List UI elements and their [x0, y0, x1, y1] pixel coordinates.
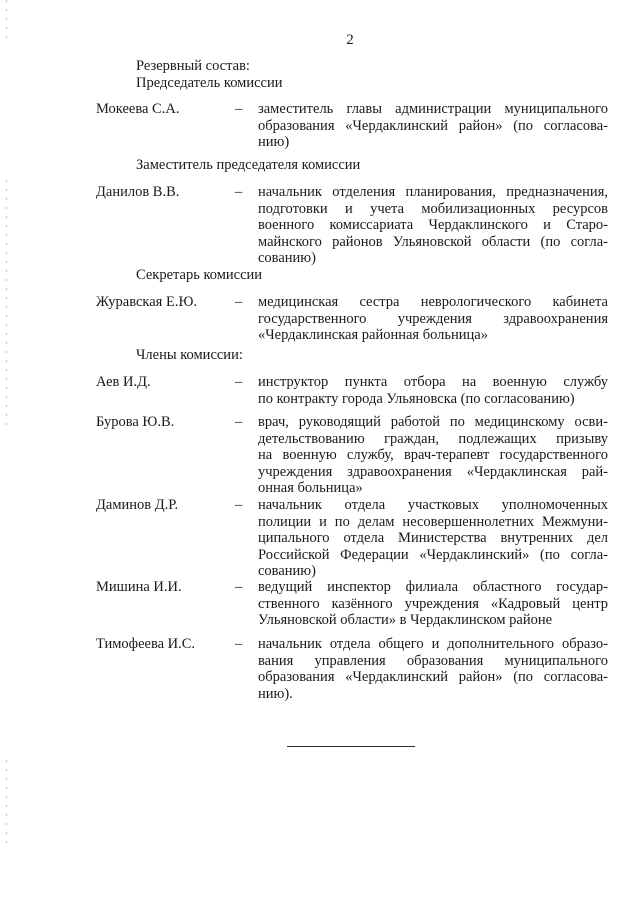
description-line: ведущий инспектор филиала областного государ-: [258, 579, 608, 595]
member-name: Данилов В.В.: [96, 184, 180, 200]
dash: –: [235, 294, 243, 310]
description-line: подготовки и учета мобилизационных ресурсов: [258, 200, 608, 217]
description-line: нию): [258, 134, 290, 150]
description-line: детельствованию граждан, подлежащих призыву: [258, 430, 608, 447]
description-line: сованию): [258, 250, 316, 266]
member-description: [258, 636, 608, 702]
member-name: Даминов Д.Р.: [96, 497, 179, 513]
member-description: [258, 184, 608, 267]
dash: –: [235, 374, 243, 390]
description-line: майнского районов Ульяновской области (по согла-: [258, 233, 608, 250]
member-description: [258, 294, 608, 344]
description-line: ственного казённого учреждения «Кадровый центр: [258, 595, 608, 612]
heading-reserve: Резервный состав:: [136, 58, 250, 74]
description-line: Ульяновской области» в Чердаклинском районе: [258, 612, 553, 628]
description-line: «Чердаклинская районная больница»: [258, 327, 488, 343]
member-description: [258, 374, 608, 407]
heading-secretary: Секретарь комиссии: [136, 267, 263, 283]
description-line: начальник отдела общего и дополнительного образо-: [258, 636, 608, 652]
description-line: образования «Чердаклинский район» (по согласова-: [258, 669, 608, 685]
heading-members: Члены комиссии:: [136, 347, 243, 363]
member-name: Мишина И.И.: [96, 579, 182, 595]
description-line: ципального отдела Министерства внутренних дел: [258, 530, 608, 546]
member-description: [258, 579, 608, 629]
description-line: онная больница»: [258, 480, 363, 496]
member-description: [258, 414, 608, 497]
heading-deputy: Заместитель председателя комиссии: [136, 157, 361, 173]
description-line: заместитель главы администрации муниципального: [258, 101, 608, 117]
closing-rule: [287, 746, 415, 747]
dash: –: [235, 101, 243, 117]
description-line: инструктор пункта отбора на военную службу: [258, 374, 608, 390]
description-line: военного комиссариата Чердаклинского и Старо-: [258, 217, 608, 233]
description-line: образования «Чердаклинский район» (по согласова-: [258, 117, 608, 134]
dash: –: [235, 184, 243, 200]
description-line: Российской Федерации «Чердаклинский» (по согла-: [258, 546, 608, 563]
page-number: 2: [346, 32, 354, 48]
dash: –: [235, 497, 243, 513]
description-line: вания управления образования муниципального: [258, 652, 608, 669]
dash: –: [235, 579, 243, 595]
dash: –: [235, 636, 243, 652]
member-name: Бурова Ю.В.: [96, 414, 175, 430]
member-name: Мокеева С.А.: [96, 101, 180, 117]
description-line: медицинская сестра неврологического кабинета: [258, 294, 608, 310]
description-line: нию).: [258, 685, 293, 702]
description-line: государственного учреждения здравоохранения: [258, 310, 608, 327]
description-line: сованию): [258, 563, 316, 579]
member-name: Журавская Е.Ю.: [96, 294, 197, 310]
description-line: по контракту города Ульяновска (по согласованию): [258, 390, 575, 407]
description-line: врач, руководящий работой по медицинскому осви-: [258, 414, 608, 430]
dash: –: [235, 414, 243, 430]
scan-edge-mark: [6, 760, 7, 850]
description-line: начальник отделения планирования, предназначения,: [258, 184, 608, 200]
member-name: Аев И.Д.: [96, 374, 151, 390]
description-line: на военную службу, врач-терапевт государственного: [258, 447, 608, 463]
member-name: Тимофеева И.С.: [96, 636, 196, 652]
member-description: [258, 497, 608, 580]
member-description: [258, 101, 608, 151]
description-line: полиции и по делам несовершеннолетних Межмуни-: [258, 513, 608, 530]
scan-edge-mark: [6, 180, 7, 430]
heading-chair: Председатель комиссии: [136, 75, 283, 91]
scan-edge-mark: [6, 0, 7, 40]
description-line: начальник отдела участковых уполномоченных: [258, 497, 608, 513]
description-line: учреждения здравоохранения «Чердаклинская рай-: [258, 463, 608, 480]
